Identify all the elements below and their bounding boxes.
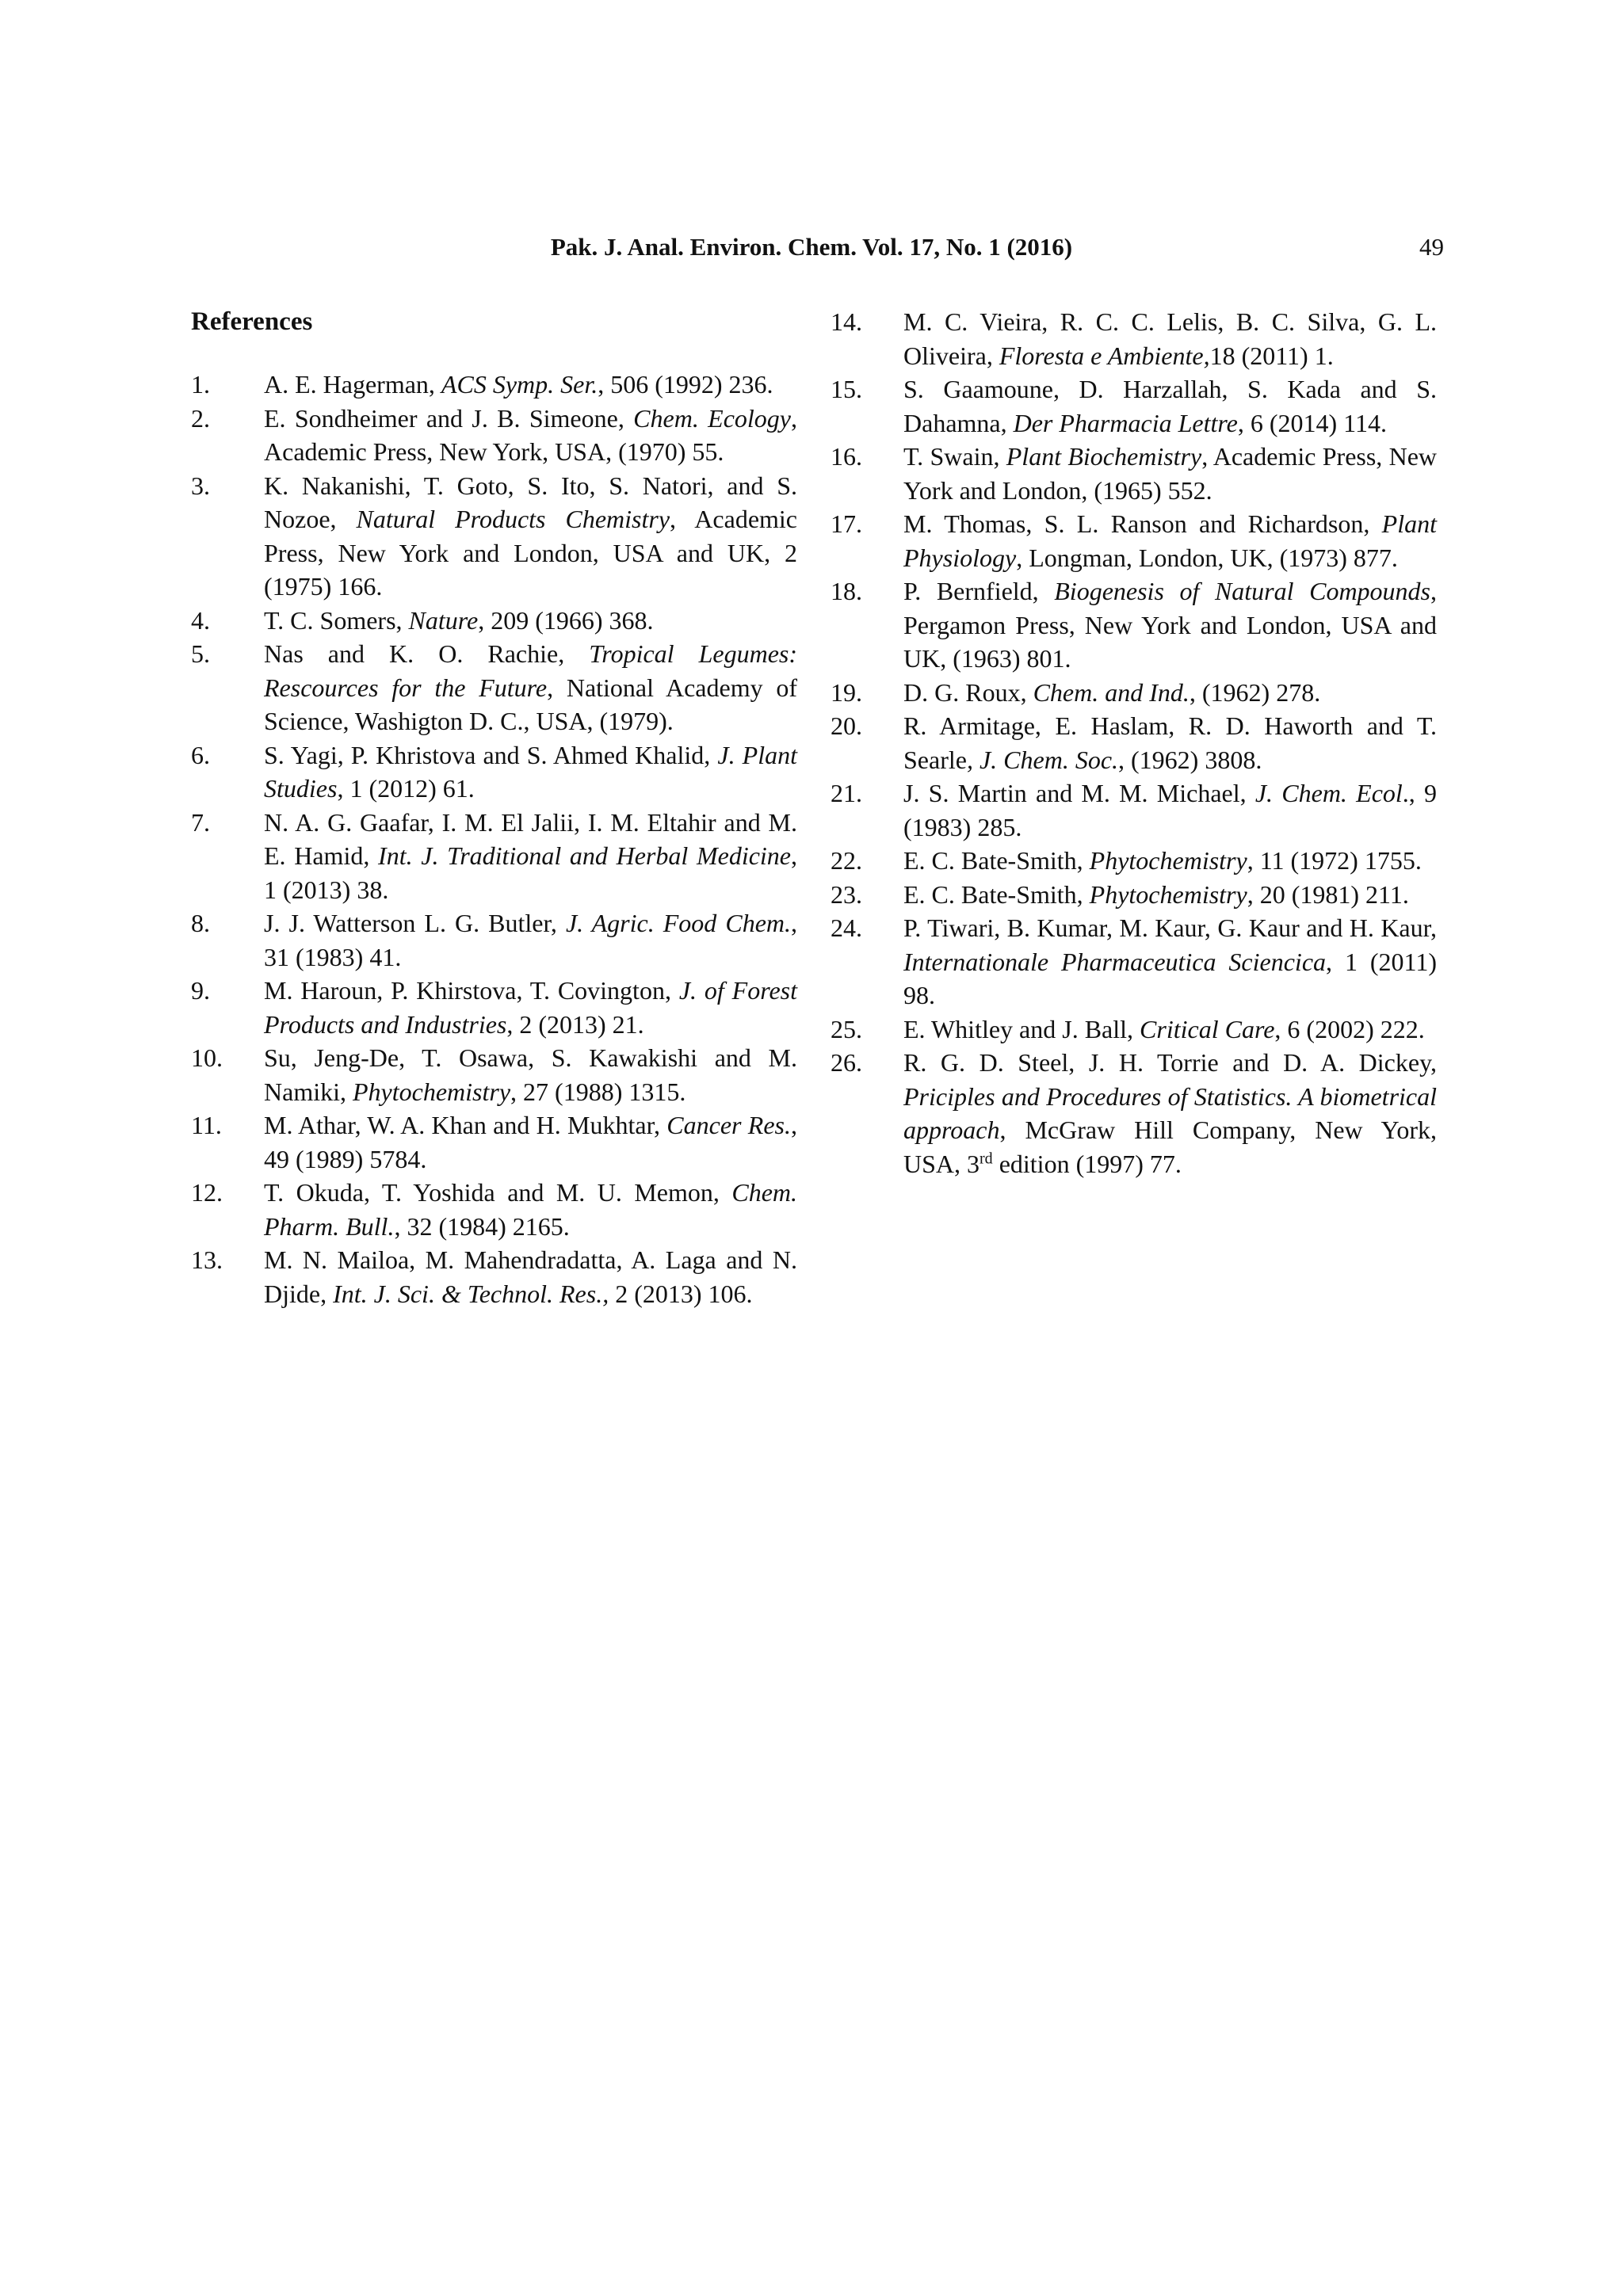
- reference-item: [191, 906, 797, 974]
- reference-number: 6.: [191, 740, 210, 769]
- references-column-left: [191, 305, 797, 1310]
- page-number: 49: [1419, 233, 1444, 261]
- reference-number: 21.: [831, 779, 862, 807]
- reference-text: T. Okuda, T. Yoshida and M. U. Memon, Chem. Pharm. Bull., 32 (1984) 2165.: [264, 1178, 797, 1241]
- reference-number: 5.: [191, 639, 210, 668]
- reference-number: 3.: [191, 471, 210, 500]
- reference-text: E. C. Bate-Smith, Phytochemistry, 11 (1972) 1755.: [903, 846, 1422, 875]
- reference-number: 14.: [831, 307, 862, 336]
- reference-number: 23.: [831, 879, 862, 909]
- reference-item: [191, 402, 797, 469]
- reference-number: 4.: [191, 605, 210, 635]
- reference-item: [831, 911, 1437, 1013]
- reference-number: 9.: [191, 976, 210, 1005]
- reference-text: T. C. Somers, Nature, 209 (1966) 368.: [264, 605, 654, 635]
- reference-number: 10.: [191, 1043, 223, 1072]
- reference-item: [831, 676, 1437, 710]
- reference-item: [191, 1108, 797, 1176]
- reference-text: K. Nakanishi, T. Goto, S. Ito, S. Natori, and S. Nozoe, Natural Products Chemistry, Academic Press, New York and London, USA and UK, 2 (1975) 166.: [264, 471, 797, 601]
- reference-list-right: [831, 305, 1437, 1180]
- reference-text: E. Sondheimer and J. B. Simeone, Chem. Ecology, Academic Press, New York, USA, (1970) 55.: [264, 403, 798, 466]
- running-head-title: Pak. J. Anal. Environ. Chem. Vol. 17, No. 1 (2016): [550, 233, 1073, 261]
- reference-item: [831, 1013, 1437, 1047]
- reference-text: Su, Jeng-De, T. Osawa, S. Kawakishi and M. Namiki, Phytochemistry, 27 (1988) 1315.: [264, 1043, 797, 1106]
- reference-item: [831, 844, 1437, 878]
- reference-text: T. Swain, Plant Biochemistry, Academic Press, New York and London, (1965) 552.: [903, 442, 1438, 505]
- reference-item: [831, 1046, 1437, 1180]
- reference-text: P. Bernfield, Biogenesis of Natural Compounds, Pergamon Press, New York and London, USA and UK, (1963) 801.: [903, 577, 1437, 673]
- reference-number: 1.: [191, 370, 210, 399]
- reference-item: [831, 574, 1437, 676]
- reference-text: M. C. Vieira, R. C. C. Lelis, B. C. Silva, G. L. Oliveira, Floresta e Ambiente,18 (2011) 1.: [903, 307, 1437, 370]
- reference-number: 11.: [191, 1111, 222, 1139]
- references-heading: References: [191, 307, 313, 336]
- reference-text: M. Haroun, P. Khirstova, T. Covington, J. of Forest Products and Industries, 2 (2013) 21.: [264, 976, 798, 1039]
- reference-text: Nas and K. O. Rachie, Tropical Legumes: Rescources for the Future, National Academy of Science, Washigton D. C., USA, (1979).: [264, 639, 798, 735]
- reference-number: 8.: [191, 909, 210, 937]
- references-column-right: [831, 305, 1437, 1180]
- reference-number: 7.: [191, 807, 210, 837]
- reference-text: S. Gaamoune, D. Harzallah, S. Kada and S. Dahamna, Der Pharmacia Lettre, 6 (2014) 114.: [903, 375, 1437, 437]
- reference-item: [191, 368, 797, 402]
- reference-number: 19.: [831, 677, 862, 707]
- reference-item: [191, 1041, 797, 1108]
- reference-item: [831, 776, 1437, 844]
- reference-item: [191, 1176, 797, 1243]
- reference-item: [831, 372, 1437, 440]
- reference-item: [191, 974, 797, 1041]
- reference-number: 13.: [191, 1245, 223, 1274]
- reference-number: 20.: [831, 711, 862, 740]
- reference-text: R. Armitage, E. Haslam, R. D. Haworth and T. Searle, J. Chem. Soc., (1962) 3808.: [903, 711, 1437, 774]
- reference-text: M. Thomas, S. L. Ranson and Richardson, Plant Physiology, Longman, London, UK, (1973) 877.: [903, 509, 1437, 572]
- reference-text: E. C. Bate-Smith, Phytochemistry, 20 (1981) 211.: [903, 879, 1409, 909]
- reference-item: [191, 738, 797, 806]
- reference-text: P. Tiwari, B. Kumar, M. Kaur, G. Kaur and H. Kaur, Internationale Pharmaceutica Sciencica, 1 (2011) 98.: [903, 913, 1438, 1009]
- reference-item: [831, 878, 1437, 912]
- reference-text: D. G. Roux, Chem. and Ind., (1962) 278.: [903, 677, 1321, 707]
- reference-item: [191, 604, 797, 638]
- reference-number: 26.: [831, 1048, 862, 1077]
- reference-text: M. Athar, W. A. Khan and H. Mukhtar, Cancer Res., 49 (1989) 5784.: [264, 1111, 798, 1173]
- reference-number: 24.: [831, 913, 862, 942]
- reference-text: J. J. Watterson L. G. Butler, J. Agric. Food Chem., 31 (1983) 41.: [264, 909, 798, 971]
- reference-text: M. N. Mailoa, M. Mahendradatta, A. Laga and N. Djide, Int. J. Sci. & Technol. Res., 2 (2013) 106.: [264, 1245, 797, 1308]
- reference-item: [191, 469, 797, 604]
- reference-item: [831, 440, 1437, 507]
- reference-text: J. S. Martin and M. M. Michael, J. Chem. Ecol., 9 (1983) 285.: [903, 779, 1438, 841]
- reference-number: 22.: [831, 846, 862, 875]
- reference-item: [831, 709, 1437, 776]
- reference-number: 17.: [831, 509, 862, 538]
- reference-list-left: [191, 368, 797, 1310]
- reference-item: [191, 806, 797, 907]
- reference-text: N. A. G. Gaafar, I. M. El Jalii, I. M. Eltahir and M. E. Hamid, Int. J. Traditional and Herbal Medicine, 1 (2013) 38.: [264, 807, 798, 904]
- reference-text: R. G. D. Steel, J. H. Torrie and D. A. Dickey, Priciples and Procedures of Statistics. A biometrical approach, McGraw Hill Company, New York, USA, 3rd edition (1997) 77.: [903, 1048, 1437, 1178]
- reference-item: [191, 637, 797, 738]
- reference-number: 18.: [831, 577, 862, 605]
- reference-text: A. E. Hagerman, ACS Symp. Ser., 506 (1992) 236.: [264, 370, 773, 399]
- reference-number: 2.: [191, 403, 210, 433]
- reference-number: 15.: [831, 375, 862, 403]
- reference-number: 12.: [191, 1178, 223, 1207]
- reference-text: S. Yagi, P. Khristova and S. Ahmed Khalid, J. Plant Studies, 1 (2012) 61.: [264, 740, 798, 803]
- reference-number: 16.: [831, 442, 862, 471]
- reference-item: [831, 507, 1437, 574]
- reference-number: 25.: [831, 1014, 862, 1043]
- reference-item: [191, 1243, 797, 1310]
- reference-text: E. Whitley and J. Ball, Critical Care, 6 (2002) 222.: [903, 1014, 1425, 1043]
- reference-item: [831, 305, 1437, 372]
